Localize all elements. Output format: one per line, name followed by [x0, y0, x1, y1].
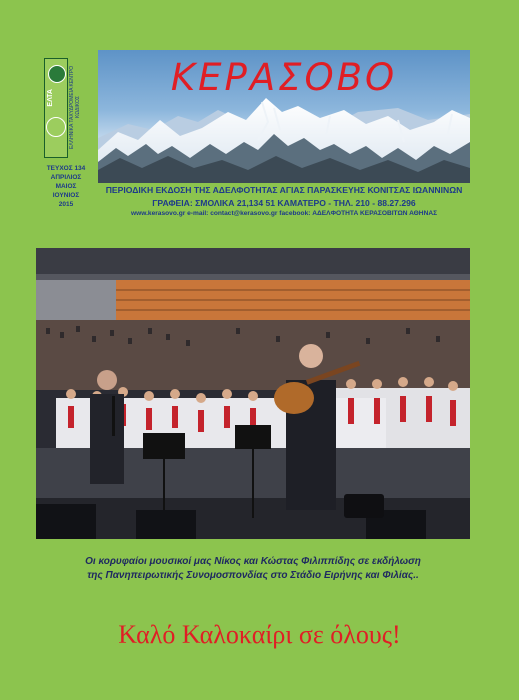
- contact-line: www.kerasovo.gr e-mail: contact@kerasovo.gr facebook: ΑΔΕΛΦΟΤΗΤΑ ΚΕΡΑΣΟΒΙΤΩΝ ΑΘΗΝΑΣ: [130, 210, 438, 217]
- caption-line-2: της Πανηπειρωτικής Συνομοσπονδίας στο Στάδιο Ειρήνης και Φιλίας..: [87, 570, 419, 581]
- issue-year: 2015: [58, 201, 74, 208]
- concert-photo: [36, 248, 470, 539]
- caption-line-1: Οι κορυφαίοι μουσικοί μας Νίκος και Κώστας Φιλιππίδης σε εκδήλωση: [85, 556, 421, 567]
- office-address: ΓΡΑΦΕΙΑ: ΣΜΟΛΙΚΑ 21,134 51 ΚΑΜΑΤΕΡΟ - ΤΗΛ. 210 - 88.27.296: [152, 198, 416, 208]
- issue-month-1: ΑΠΡΙΛΙΟΣ: [50, 174, 82, 181]
- elta-logo-icon: [48, 65, 66, 83]
- issue-number: ΤΕΥΧΟΣ 134: [46, 165, 86, 172]
- concert-photo-image: [36, 248, 470, 539]
- masthead-title: ΚΕΡΑΣΟΒΟ: [170, 56, 398, 99]
- issue-month-3: ΙΟΥΝΙΟΣ: [52, 192, 80, 199]
- header-banner: [98, 50, 470, 183]
- issue-month-2: ΜΑΙΟΣ: [55, 183, 77, 190]
- photo-caption: [36, 555, 470, 583]
- seal-icon: [46, 117, 66, 137]
- summer-greeting: Καλό Καλοκαίρι σε όλους!: [118, 620, 401, 649]
- issue-info: [34, 164, 98, 209]
- elta-box: [44, 58, 68, 158]
- publication-subtitle: ΠΕΡΙΟΔΙΚΗ ΕΚΔΟΣΗ ΤΗΣ ΑΔΕΛΦΟΤΗΤΑΣ ΑΓΙΑΣ ΠΑΡΑΣΚΕΥΗΣ ΚΟΝΙΤΣΑΣ ΙΩΑΝΝΙΝΩΝ: [105, 185, 463, 195]
- postal-stamp: [44, 58, 90, 156]
- stamp-side-text: ΕΛΛΗΝΙΚΑ ΤΑΧΥΔΡΟΜΕΙΑ ΚΕΝΤΡΟ ΚΩΔΙΚΟΣ: [69, 65, 81, 149]
- elta-label: ΕΛΤΑ: [47, 89, 54, 107]
